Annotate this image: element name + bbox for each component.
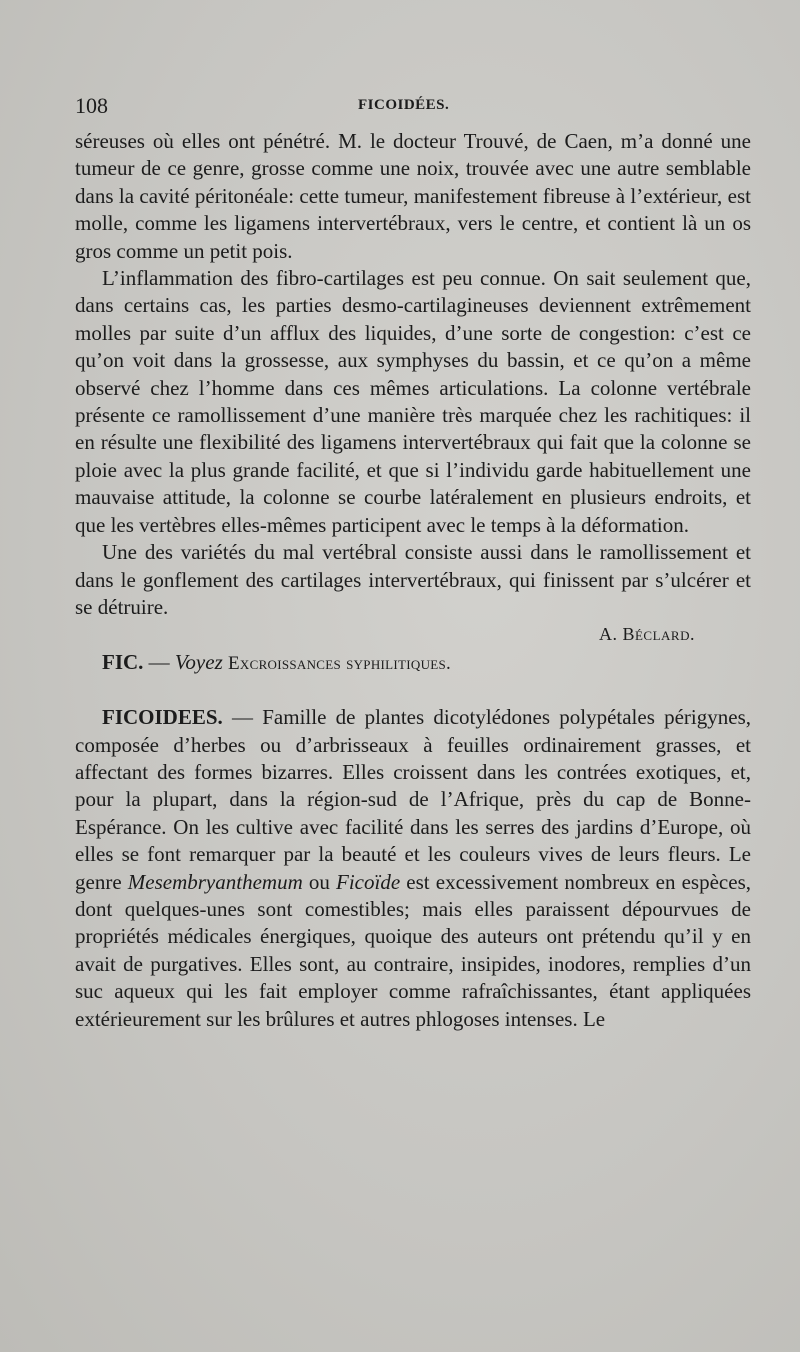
paragraph-mal-vertebral: Une des variétés du mal vertébral consiste aussi dans le ramollissement et dans le gonflement des cartilages intervertébraux, qui finissent par s’ulcérer et se détruire. [75, 540, 751, 619]
entry-fic-dash: — [143, 649, 175, 674]
author-initial: A. [598, 624, 618, 645]
entry-fic-reference: Excroissances syphilitiques. [228, 652, 452, 674]
entry-ficoidees-text-2: ou [302, 869, 337, 894]
entry-fic-head: FIC. [102, 649, 144, 674]
paragraph-tumeur: séreuses où elles ont pénétré. M. le docteur Trouvé, de Caen, m’a donné une tumeur de ce genre, grosse comme une noix, trouvée avec une autre semblable dans la cavité péritonéale: cette tumeur, manifestement fibreuse à l’extérieur, est molle, comme les ligamens intervertébraux, vers le centre, et contient là un os gros comme un petit pois. [75, 129, 751, 263]
entry-ficoidees-text-1: — Famille de plantes dicotylédones polypétales périgynes, composée d’herbes ou d’arbrisseaux à feuilles ordinairement grasses, et affectant des formes bizarres. Elles croissent dans les contrées exotiques, et, pour la plupart, dans la région-sud de l’Afrique, près du cap de Bonne-Espérance. On les cultive avec facilité dans les serres des jardins d’Europe, où elles se font remarquer par la beauté et les couleurs vives de leurs fleurs. Le genre [75, 705, 751, 894]
entry-ficoidees-alt-name: Ficoïde [336, 869, 401, 894]
paragraph-inflammation: L’inflammation des fibro-cartilages est peu connue. On sait seulement que, dans certains cas, les parties desmo-cartilagineuses deviennent extrêmement molles par suite d’un afflux des liquides, d’une sorte de congestion: c’est ce qu’on voit dans la grossesse, aux symphyses du bassin, et ce qu’on a même observé chez l’homme dans ces mêmes articulations. La colonne vertébrale présente ce ramollissement d’une manière très marquée chez les rachitiques: il en résulte une flexibilité des ligamens intervertébraux qui fait que la colonne se ploie avec la plus grande facilité, et que si l’individu garde habituellement une mauvaise attitude, la colonne se courbe latéralement en plusieurs endroits, et que les vertèbres elles-mêmes participent avec le temps à la déformation. [75, 266, 751, 537]
entry-gap [75, 677, 751, 704]
author-name: Béclard. [622, 624, 695, 645]
entry-fic [75, 649, 751, 677]
entry-ficoidees-text-3: est excessivement nombreux en espèces, dont quelques-unes sont comestibles; mais elles paraissent dépourvues de propriétés médicales énergiques, quoique des auteurs ont prétendu qu’il y en avait de purgatives. Elles sont, au contraire, insipides, inodores, remplies d’un suc aqueux qui les fait employer comme rafraîchissantes, étant appliquées extérieurement sur les brûlures et autres phlogoses intenses. Le [75, 869, 751, 1031]
entry-fic-voyez: Voyez [174, 649, 223, 674]
entry-ficoidees-genus: Mesembryanthemum [127, 869, 303, 894]
body-text [75, 128, 751, 1033]
page-number: 108 [75, 93, 108, 118]
running-head [75, 93, 755, 127]
author-signature [75, 621, 751, 648]
entry-ficoidees [75, 704, 751, 1033]
running-title: FICOIDÉES. [358, 97, 450, 113]
entry-ficoidees-head: FICOIDEES. [102, 705, 223, 730]
